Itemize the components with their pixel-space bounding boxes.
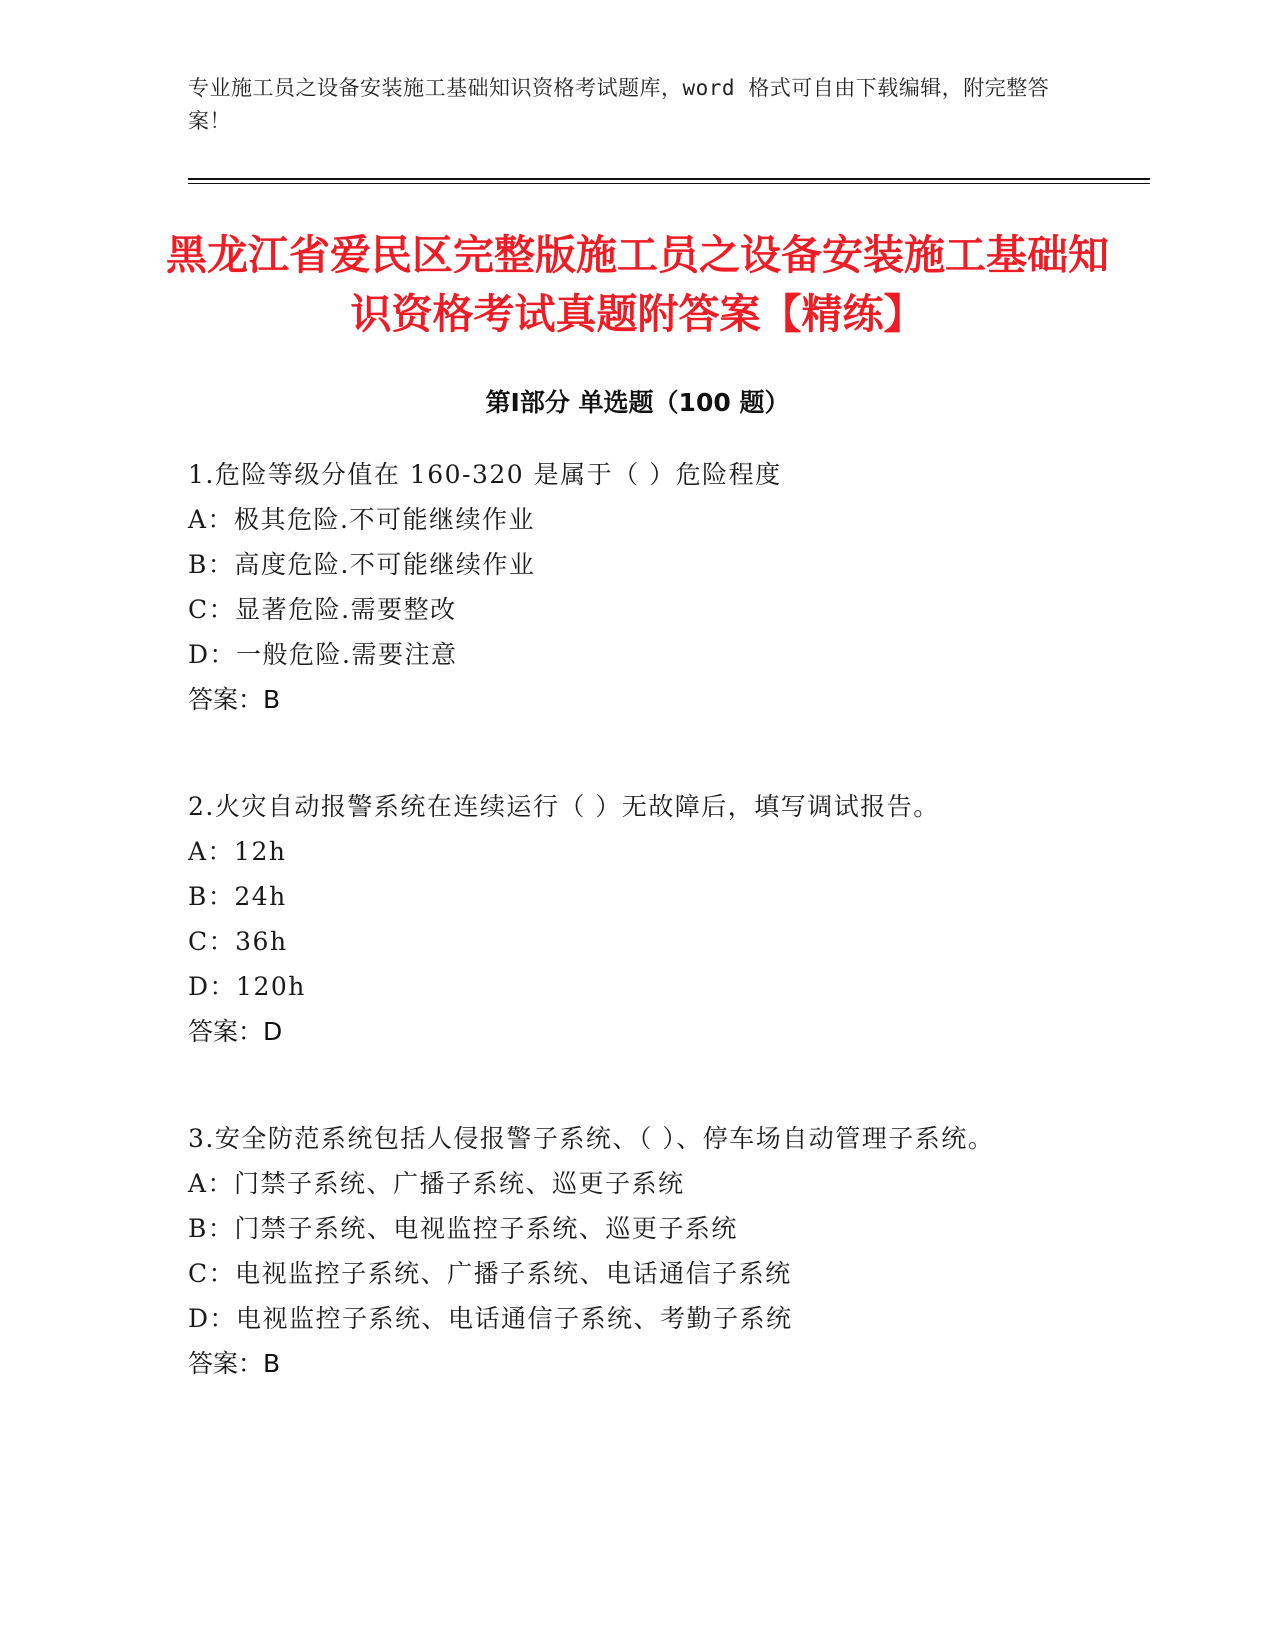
- question-stem: 2.火灾自动报警系统在连续运行（ ）无故障后，填写调试报告。: [188, 792, 940, 821]
- header-rule-thick: [188, 178, 1150, 180]
- option-c: C：36h: [188, 927, 288, 956]
- question-stem: 3.安全防范系统包括人侵报警子系统、（ ）、停车场自动管理子系统。: [188, 1124, 995, 1153]
- option-d: D：一般危险.需要注意: [188, 640, 458, 669]
- option-c: C：显著危险.需要整改: [188, 595, 457, 624]
- option-b: B：高度危险.不可能继续作业: [188, 550, 536, 579]
- answer-line: 答案：B: [188, 1349, 281, 1378]
- option-a: A：门禁子系统、广播子系统、巡更子系统: [188, 1169, 685, 1198]
- option-d: D：120h: [188, 972, 306, 1001]
- option-b: B：24h: [188, 882, 287, 911]
- option-a: A：极其危险.不可能继续作业: [188, 505, 536, 534]
- answer-line: 答案：B: [188, 685, 281, 714]
- question-3: [188, 1116, 1088, 1387]
- section-heading: 第Ⅰ部分 单选题（100 题）: [485, 388, 790, 417]
- option-d: D：电视监控子系统、电话通信子系统、考勤子系统: [188, 1304, 793, 1333]
- header-rule-thin: [188, 183, 1150, 184]
- question-1: [188, 452, 1088, 723]
- option-b: B：门禁子系统、电视监控子系统、巡更子系统: [188, 1214, 738, 1243]
- question-stem: 1.危险等级分值在 160-320 是属于（ ）危险程度: [188, 460, 782, 489]
- document-title: 黑龙江省爱民区完整版施工员之设备安装施工基础知识资格考试真题附答案【精练】: [166, 231, 1109, 338]
- header-note: 专业施工员之设备安装施工基础知识资格考试题库，word 格式可自由下载编辑，附完整答案！: [188, 76, 1050, 133]
- question-2: [188, 784, 1088, 1055]
- option-c: C：电视监控子系统、广播子系统、电话通信子系统: [188, 1259, 792, 1288]
- answer-line: 答案：D: [188, 1017, 283, 1046]
- option-a: A：12h: [188, 837, 287, 866]
